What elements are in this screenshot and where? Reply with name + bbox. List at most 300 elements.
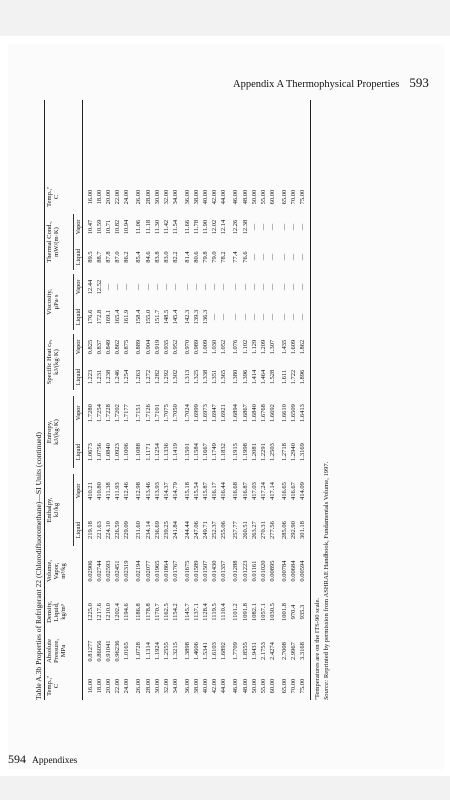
table-cell: 36.00 xyxy=(183,678,191,694)
table-cell: 16.00 xyxy=(87,678,94,694)
table-cell: 70.00 xyxy=(289,189,297,205)
table-cell: 44.00 xyxy=(220,189,228,205)
table-cell: 0.862 xyxy=(114,339,122,355)
table-cell: 11.54 xyxy=(171,219,179,235)
table-cell: 82.2 xyxy=(171,251,179,263)
table-cell: 10.59 xyxy=(96,219,104,235)
table-body xyxy=(83,100,307,700)
table-cell: 414.09 xyxy=(299,482,307,500)
table-cell: 413.46 xyxy=(144,482,152,500)
table-cell: 1.1088 xyxy=(135,443,143,461)
table-cell: 1.1254 xyxy=(153,443,161,461)
table-cell: 1.1006 xyxy=(123,443,131,461)
table-cell: 60.00 xyxy=(268,189,276,205)
table-row xyxy=(259,100,268,700)
table-cell: 1.380 xyxy=(232,369,240,385)
table-cell: — xyxy=(220,283,228,291)
table-cell: 1057.1 xyxy=(259,603,267,621)
table-cell: 263.27 xyxy=(250,521,258,539)
table-cell: — xyxy=(268,313,276,321)
table-row xyxy=(250,100,259,700)
table-cell: 1.030 xyxy=(211,339,219,355)
table-cell: — xyxy=(193,283,201,291)
column-header-line: Temp.,ª xyxy=(46,186,53,208)
table-cell: 145.4 xyxy=(171,309,179,325)
table-cell: — xyxy=(259,283,267,291)
table-cell: 0.989 xyxy=(193,339,201,355)
group-header-rule xyxy=(73,274,74,330)
table-cell: 415.18 xyxy=(183,482,191,500)
table-cell: 87.0 xyxy=(114,251,122,263)
table-cell: 136.3 xyxy=(202,309,210,325)
table-cell: 1.302 xyxy=(171,369,179,385)
table-cell: 416.44 xyxy=(220,482,228,500)
table-row xyxy=(144,100,153,700)
table-cell: 239.25 xyxy=(162,521,170,539)
table-cell: 1.2291 xyxy=(259,443,267,461)
table-cell: 1.0673 xyxy=(87,443,94,461)
table-cell: 0.970 xyxy=(183,339,191,355)
table-cell: 416.67 xyxy=(289,482,297,500)
column-header-line: Specific Heat cₚ, xyxy=(46,339,53,385)
column-header xyxy=(46,550,68,592)
table-cell: 1.0923 xyxy=(114,443,122,461)
table-cell: — xyxy=(211,313,219,321)
table-row xyxy=(289,100,298,700)
table-cell: 28.00 xyxy=(144,678,152,694)
table-cell: — xyxy=(259,223,267,231)
table-cell: — xyxy=(259,253,267,261)
table-source xyxy=(322,100,331,700)
table-cell: 148.5 xyxy=(162,309,170,325)
table-cell: — xyxy=(299,253,307,261)
table-cell: 234.14 xyxy=(144,521,152,539)
table-cell: 1.1336 xyxy=(162,443,170,461)
subheader-vapor: Vapor xyxy=(75,405,82,421)
column-header-line: kJ/(kg·K) xyxy=(53,349,61,375)
table-cell: 88.7 xyxy=(96,251,104,263)
table-cell: 1.365 xyxy=(220,369,228,385)
table-cell: 226.59 xyxy=(114,521,122,539)
table-cell: 1.7709 xyxy=(232,642,240,660)
table-row xyxy=(268,100,277,700)
group-header-rule xyxy=(73,474,74,546)
table-cell: 1.1501 xyxy=(183,443,191,461)
table-cell: 1.6413 xyxy=(299,404,307,422)
table-cell: 11.30 xyxy=(153,219,161,235)
table-cell: 12.14 xyxy=(220,219,228,235)
table-cell: 83.0 xyxy=(162,251,170,263)
table-cell: — xyxy=(289,313,297,321)
table-cell: 30.00 xyxy=(153,678,161,694)
row-group xyxy=(180,100,228,700)
table-cell: 86.2 xyxy=(123,251,131,263)
row-group xyxy=(131,100,179,700)
table-cell: 24.00 xyxy=(123,678,131,694)
table-cell: — xyxy=(289,223,297,231)
table-cell: 1.609 xyxy=(289,339,297,355)
table-cell: 1.7280 xyxy=(87,404,94,422)
table-cell: — xyxy=(289,283,297,291)
table-cell: 1.1749 xyxy=(211,443,219,461)
table-cell: 11.78 xyxy=(193,219,201,235)
table-cell: 0.01589 xyxy=(193,560,201,582)
column-header-line: C xyxy=(53,194,61,200)
table-cell: 0.01675 xyxy=(183,560,191,582)
table-cell: — xyxy=(232,283,240,291)
table-cell: 1.414 xyxy=(250,369,258,385)
table-cell: 417.24 xyxy=(259,482,267,500)
table-cell: 1.7202 xyxy=(114,404,122,422)
table-cell: 0.01223 xyxy=(241,560,249,582)
table-cell: 247.06 xyxy=(193,521,201,539)
table-cell: 0.01020 xyxy=(259,560,267,582)
table-cell: 1225.0 xyxy=(87,603,94,621)
table-cell: 0.96236 xyxy=(114,640,122,662)
table-cell: 231.60 xyxy=(135,521,143,539)
table-cell: 1.351 xyxy=(211,369,219,385)
table-cell: 1.338 xyxy=(202,369,210,385)
table-cell: 1.272 xyxy=(144,369,152,385)
table-cell: 236.69 xyxy=(153,521,161,539)
table-cell: 1.896 xyxy=(299,369,307,385)
table-cell: 87.8 xyxy=(105,251,113,263)
table-cell: 0.00594 xyxy=(299,560,307,582)
table-cell: 1.3169 xyxy=(299,443,307,461)
table-cell: 417.14 xyxy=(268,482,276,500)
table-cell: 11.90 xyxy=(202,219,210,235)
table-cell: 410.21 xyxy=(87,482,94,500)
table-cell: — xyxy=(162,283,170,291)
column-header-line: μPa·s xyxy=(53,294,61,310)
table-cell: 1.1584 xyxy=(193,443,201,461)
table-cell: 155.0 xyxy=(144,309,152,325)
table-cell: 0.01357 xyxy=(220,560,228,582)
table-cell: — xyxy=(250,223,258,231)
table-cell: 80.6 xyxy=(193,251,201,263)
table-cell: 1202.4 xyxy=(114,603,122,621)
table-cell: 10.47 xyxy=(87,219,94,235)
table-cell: 414.37 xyxy=(162,482,170,500)
subheader-liquid: Liquid xyxy=(75,443,82,461)
table-cell: 1091.8 xyxy=(241,603,249,621)
table-cell: 416.65 xyxy=(280,482,288,500)
table-cell: 1.292 xyxy=(162,369,170,385)
table-cell: 165.4 xyxy=(114,309,122,325)
column-header xyxy=(46,472,60,548)
table-cell: 1.254 xyxy=(123,369,131,385)
table-cell: 221.63 xyxy=(96,521,104,539)
table-cell: 224.10 xyxy=(105,521,113,539)
column-header-line: mW/(m·K) xyxy=(53,227,61,257)
table-cell: 229.09 xyxy=(123,521,131,539)
table-cell: 12.38 xyxy=(241,219,249,235)
table-cell: — xyxy=(280,283,288,291)
table-cell: 415.87 xyxy=(202,482,210,500)
table-cell: 1.7254 xyxy=(96,404,104,422)
table-cell: 1.307 xyxy=(268,339,276,355)
table-cell: 18.00 xyxy=(96,678,104,694)
table-cell: 1128.4 xyxy=(202,603,210,621)
table-cell: 1.238 xyxy=(105,369,113,385)
column-header xyxy=(46,594,68,630)
table-cell: 1.0840 xyxy=(105,443,113,461)
table-cell: 1.5341 xyxy=(202,642,210,660)
table-cell: 172.8 xyxy=(96,309,104,325)
table-cell: 40.00 xyxy=(202,678,210,694)
table-cell: 70.00 xyxy=(289,678,297,694)
table-cell: — xyxy=(241,313,249,321)
table-footnote: ªTemperatures are on the ITS-90 scale. xyxy=(314,597,322,700)
table-cell: 219.18 xyxy=(87,521,94,539)
table-cell: 1.2555 xyxy=(162,642,170,660)
table-cell: 50.00 xyxy=(250,678,258,694)
table-cell: 255.06 xyxy=(220,521,228,539)
table-cell: 252.37 xyxy=(211,521,219,539)
table-cell: 42.00 xyxy=(211,189,219,205)
table-cell: 1.102 xyxy=(241,339,249,355)
table-cell: 89.5 xyxy=(87,251,94,263)
table-cell: 85.4 xyxy=(135,251,143,263)
table-cell: 1030.5 xyxy=(268,603,276,621)
table-cell: 1.1314 xyxy=(144,642,152,660)
table-cell: — xyxy=(171,283,179,291)
table-cell: — xyxy=(250,253,258,261)
table-cell: 1.1667 xyxy=(202,443,210,461)
table-cell: 20.00 xyxy=(105,678,113,694)
table-cell: 0.01161 xyxy=(250,560,258,582)
table-cell: 1.6692 xyxy=(268,404,276,422)
table-cell: 28.00 xyxy=(144,189,152,205)
table-cell: — xyxy=(250,283,258,291)
table-cell: 413.93 xyxy=(153,482,161,500)
running-head xyxy=(233,75,429,91)
group-header-rule xyxy=(73,334,74,390)
column-header-line: Enthalpy, xyxy=(46,497,53,523)
table-cell: 18.00 xyxy=(96,189,104,205)
table-cell: — xyxy=(299,223,307,231)
table-cell: 241.84 xyxy=(171,521,179,539)
table-cell: 1.1171 xyxy=(144,443,152,461)
table-cell: 1.223 xyxy=(87,369,94,385)
row-group xyxy=(277,100,307,700)
table-cell: 48.00 xyxy=(241,189,249,205)
table-cell: 0.86056 xyxy=(96,640,104,662)
table-cell: 415.54 xyxy=(193,482,201,500)
table-header xyxy=(45,100,82,700)
subheader-liquid: Liquid xyxy=(75,521,82,539)
column-header-line: Volume, xyxy=(46,559,53,583)
column-header xyxy=(46,182,60,212)
column-header-line: Temp.,ª xyxy=(46,675,53,697)
table-cell: 0.02906 xyxy=(87,560,94,582)
table-cell: 0.02077 xyxy=(144,560,152,582)
table-cell: 1119.5 xyxy=(211,603,219,621)
table-cell: 292.90 xyxy=(289,521,297,539)
table-cell: 11.66 xyxy=(183,219,191,235)
table-cell: 0.01430 xyxy=(211,560,219,582)
table-row xyxy=(210,100,219,700)
table-cell: 1.2081 xyxy=(250,443,258,461)
table-cell: 1137.1 xyxy=(193,603,201,621)
table-cell: 83.8 xyxy=(153,251,161,263)
table-cell: — xyxy=(268,253,276,261)
table-row xyxy=(122,100,131,700)
table-cell: 50.00 xyxy=(250,189,258,205)
table-cell: 0.02593 xyxy=(105,560,113,582)
column-header-line: MPa xyxy=(60,644,68,658)
table-cell: 0.02319 xyxy=(123,560,131,582)
table-cell: — xyxy=(183,283,191,291)
table-cell: 1.6103 xyxy=(211,642,219,660)
table-cell: — xyxy=(105,283,113,291)
table-cell: 1.435 xyxy=(280,339,288,355)
table-cell: 0.01864 xyxy=(162,560,170,582)
table-cell: — xyxy=(299,313,307,321)
table-cell: — xyxy=(135,283,143,291)
table-cell: 169.1 xyxy=(105,309,113,325)
table-cell: — xyxy=(268,223,276,231)
table-cell: 1.052 xyxy=(220,339,228,355)
table-cell: 10.94 xyxy=(123,219,131,235)
table-cell: 1.209 xyxy=(259,339,267,355)
table-cell: 76.6 xyxy=(241,251,249,263)
table-cell: 1.2940 xyxy=(289,443,297,461)
table-cell: 0.01767 xyxy=(171,560,179,582)
column-header xyxy=(46,212,60,272)
running-head-text: Appendix A Thermophysical Properties xyxy=(233,79,400,90)
subheader-liquid: Liquid xyxy=(75,248,82,266)
table-cell: 1.325 xyxy=(193,369,201,385)
table-cell: 24.00 xyxy=(123,189,131,205)
table-cell: 0.91041 xyxy=(105,640,113,662)
table-cell: 42.00 xyxy=(211,678,219,694)
table-cell: 34.00 xyxy=(171,678,179,694)
table-cell: — xyxy=(259,313,267,321)
table-cell: 79.0 xyxy=(211,251,219,263)
table-cell: 0.02194 xyxy=(135,560,143,582)
table-cell: 30.00 xyxy=(153,189,161,205)
table-cell: 10.82 xyxy=(114,219,122,235)
table-cell: 1.722 xyxy=(289,369,297,385)
table-cell: 1.1419 xyxy=(171,443,179,461)
table-cell: 1.6840 xyxy=(250,404,258,422)
table-cell: 1.6999 xyxy=(193,404,201,422)
table-cell: 1.6973 xyxy=(202,404,210,422)
table-row xyxy=(241,100,250,700)
table-cell: 1210.0 xyxy=(105,603,113,621)
subheader-liquid: Liquid xyxy=(75,308,82,326)
table-row xyxy=(153,100,162,700)
table-cell: 970.4 xyxy=(289,604,297,620)
table-cell: 40.00 xyxy=(202,189,210,205)
table-cell: — xyxy=(211,283,219,291)
column-header-line: Density, xyxy=(46,601,53,623)
table-cell: 412.46 xyxy=(123,482,131,500)
table-row xyxy=(162,100,171,700)
table-cell: 1178.8 xyxy=(144,603,152,621)
table-cell: 46.00 xyxy=(232,678,240,694)
table-cell: 1.246 xyxy=(114,369,122,385)
table-cell: 22.00 xyxy=(114,189,122,205)
viewer-top-bar xyxy=(0,0,450,36)
table-cell: 55.00 xyxy=(259,678,267,694)
table-cell: 34.00 xyxy=(171,189,179,205)
table-cell: 1145.7 xyxy=(183,603,191,621)
table-cell: 1082.1 xyxy=(250,603,258,621)
table-cell: 1.6509 xyxy=(289,404,297,422)
table-cell: 65.00 xyxy=(280,189,288,205)
table-cell: 44.00 xyxy=(220,678,228,694)
table-cell: 0.849 xyxy=(105,339,113,355)
table-cell: 1.396 xyxy=(241,369,249,385)
table-cell: 77.4 xyxy=(232,251,240,263)
table-cell: 151.7 xyxy=(153,309,161,325)
column-header-line: m³/kg xyxy=(60,563,68,579)
table-cell: 16.00 xyxy=(87,189,94,205)
table-cell: 1.1998 xyxy=(241,443,249,461)
subheader-liquid: Liquid xyxy=(75,368,82,386)
table-cell: 32.00 xyxy=(162,678,170,694)
table-row xyxy=(219,100,228,700)
table-cell: 3.3168 xyxy=(299,642,307,660)
table-cell: 12.02 xyxy=(211,219,219,235)
table-cell: 2.9967 xyxy=(289,642,297,660)
table-cell: 1194.6 xyxy=(123,603,131,621)
table-cell: 1.6610 xyxy=(280,404,288,422)
table-cell: 1.263 xyxy=(135,369,143,385)
table-cell: 1.1924 xyxy=(153,642,161,660)
table-row xyxy=(231,100,240,700)
table-cell: 0.952 xyxy=(171,339,179,355)
table-cell: 1.2503 xyxy=(268,443,276,461)
table-cell: 1.0728 xyxy=(135,642,143,660)
table-cell: 244.44 xyxy=(183,521,191,539)
table-cell: 301.18 xyxy=(299,521,307,539)
table-title: Table A.3b Properties of Refrigerant 22 (Chlorodifluoromethane)—SI Units (continued) xyxy=(34,432,43,700)
table-cell: 0.00684 xyxy=(289,560,297,582)
table-cell: 285.06 xyxy=(280,521,288,539)
column-header-line: Absolute xyxy=(46,639,53,663)
table-cell: 1110.4 xyxy=(220,603,228,621)
table-cell: 1.7024 xyxy=(183,404,191,422)
table-cell: 1101.2 xyxy=(232,603,240,621)
table-cell: 0.904 xyxy=(144,339,152,355)
table-row xyxy=(86,100,95,700)
table-cell: 1.7050 xyxy=(171,404,179,422)
table-row xyxy=(280,100,289,700)
table-cell: — xyxy=(250,313,258,321)
table-cell: 0.889 xyxy=(135,339,143,355)
table-cell: 0.02744 xyxy=(96,560,104,582)
table-cell: 0.825 xyxy=(87,339,94,355)
table-cell: 0.837 xyxy=(96,339,104,355)
table-cell: 1.129 xyxy=(250,339,258,355)
table-cell: 55.00 xyxy=(259,189,267,205)
table-cell: 176.6 xyxy=(87,309,94,325)
table-cell: 2.1753 xyxy=(259,642,267,660)
table-cell: 0.81277 xyxy=(87,640,94,662)
table-cell: 1.3215 xyxy=(171,642,179,660)
table-bottom-rule xyxy=(310,100,311,700)
page-number-left: 594 xyxy=(8,752,26,766)
table-cell: 12.52 xyxy=(96,279,104,295)
table-cell: 1.7075 xyxy=(162,404,170,422)
table-cell: 158.4 xyxy=(135,309,143,325)
table-cell: 79.8 xyxy=(202,251,210,263)
table-cell: 142.3 xyxy=(183,309,191,325)
table-cell: 1.0756 xyxy=(96,443,104,461)
